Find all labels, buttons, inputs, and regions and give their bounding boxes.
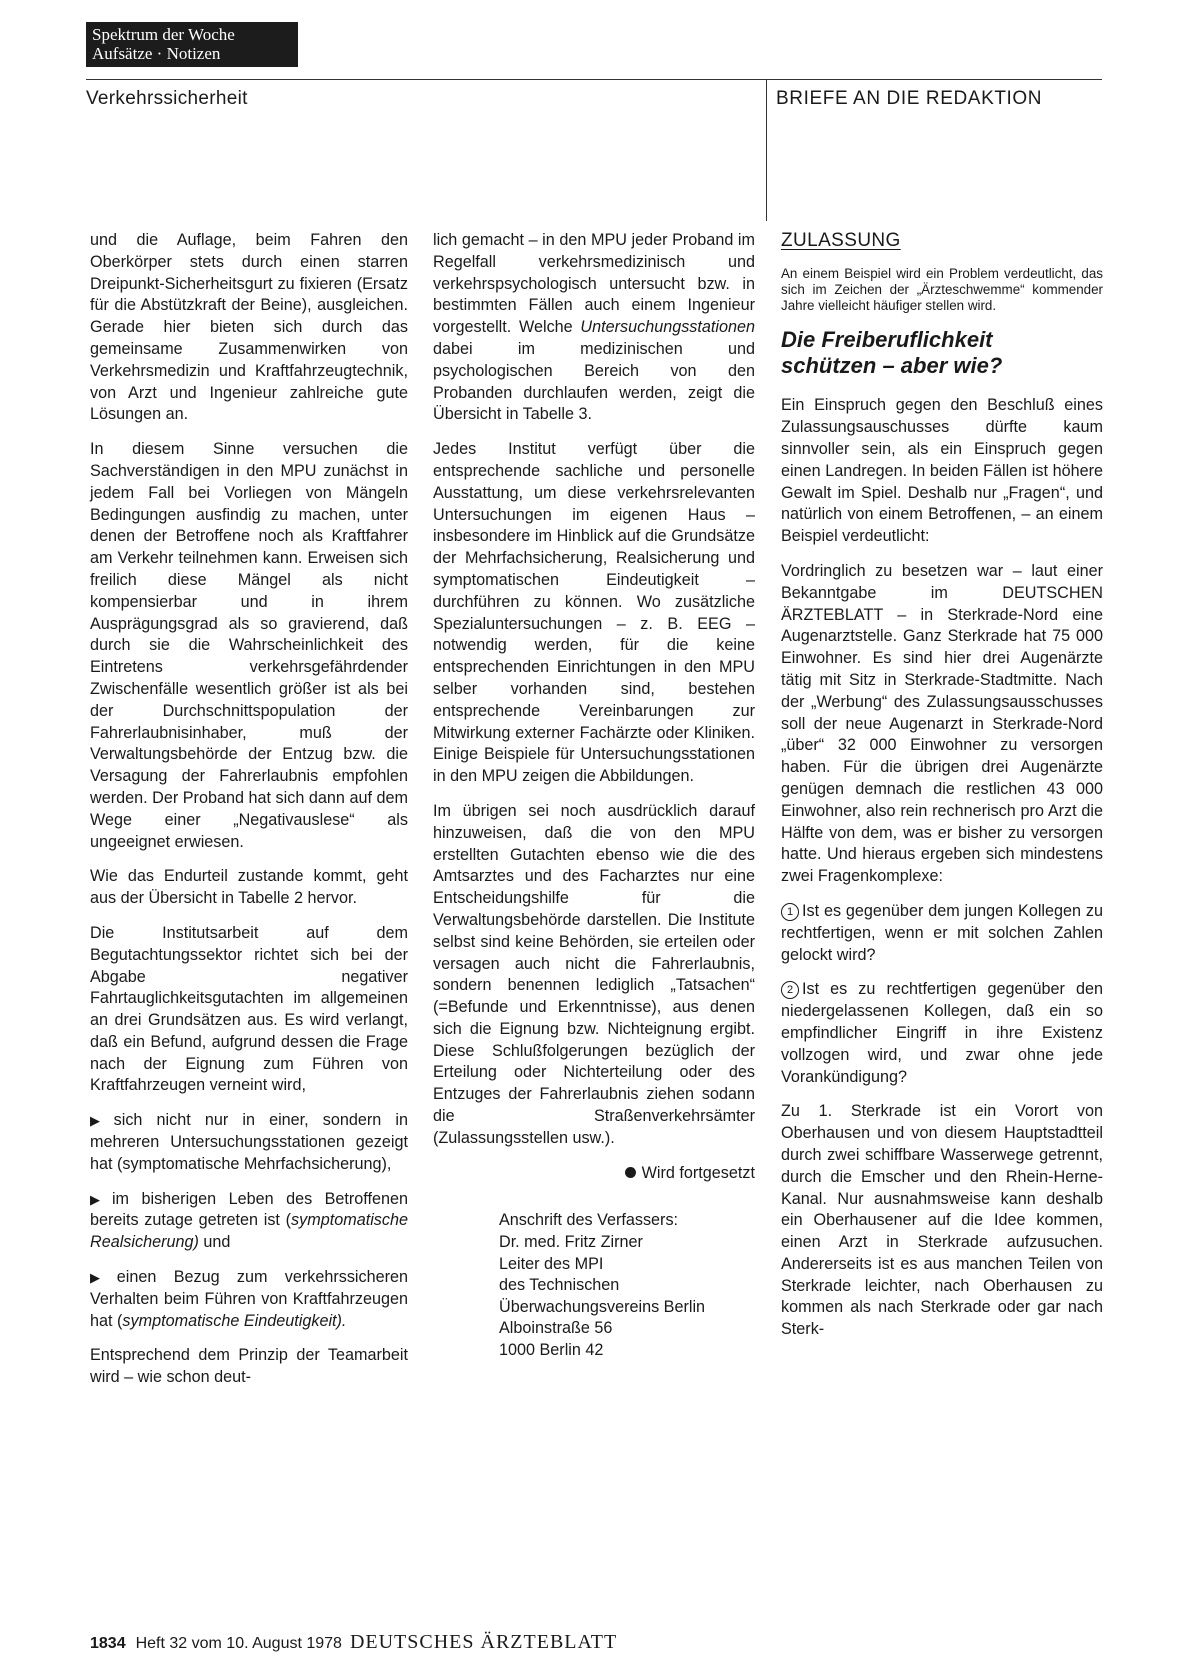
department-label xyxy=(86,22,298,67)
paragraph-text: dabei im medizinischen und psychologischen Bereich von den Probanden durchlaufen werden, zeigt die Übersicht in Tabelle 3. xyxy=(433,339,755,424)
address-line: Anschrift des Verfassers: xyxy=(499,1211,679,1230)
section-title-right: BRIEFE AN DIE REDAKTION xyxy=(776,88,1043,109)
letters-column xyxy=(781,230,1103,1354)
bullet-item xyxy=(90,1267,408,1332)
paragraph: In diesem Sinne versuchen die Sachverständigen in den MPU zunächst in jedem Fall bei Vorliegen von Mängeln Bedingungen ausfindig zu machen, unter denen der Betroffene noch als Kraftfahrer am Verkehr teilnehmen kann. Erweisen sich freilich diese Mängel als nicht kompensierbar und in ihrem Ausprägungsgrad als so gravierend, daß durch sie die Wahrscheinlichkeit des Eintretens verkehrsgefährdender Zwischenfälle wesentlich größer ist als bei der Durchschnittspopulation der Fahrerlaubnisinhaber, muß der Verwaltungsbehörde der Entzug bzw. die Versagung der Fahrerlaubnis empfohlen werden. Der Proband hat sich dann auf dem Wege einer „Negativauslese“ als ungeeignet erwiesen. xyxy=(90,440,408,851)
question-item xyxy=(781,901,1103,966)
top-rule xyxy=(86,79,1102,80)
bullet-dot-icon xyxy=(625,1167,636,1178)
bullet-emphasis: symptomatische Realsicherung) xyxy=(90,1211,408,1252)
column-divider xyxy=(766,79,767,221)
triangle-bullet-icon: ▶ xyxy=(90,1113,110,1129)
bullet-text-tail: und xyxy=(198,1233,231,1252)
address-line: Überwachungsvereins Berlin xyxy=(499,1297,706,1316)
paragraph: Jedes Institut verfügt über die entsprechende sachliche und personelle Ausstattung, um diese verkehrsrelevanten Untersuchungen im eigenen Haus – insbesondere im Hinblick auf die Grundsätze der Mehrfachsicherung, Realsicherung und symptomatischen Eindeutigkeit – durchführen zu können. Wo zusätzliche Spezialuntersuchungen – z. B. EEG – notwendig werden, für die keine entsprechenden Einrichtungen in den MPU selber vorhanden sind, bestehen entsprechende Vereinbarungen zur Mitwirkung externer Fachärzte oder Kliniken. Einige Beispiele für Untersuchungsstationen in den MPU zeigen die Abbildungen. xyxy=(433,440,755,786)
author-address xyxy=(433,1210,755,1361)
paragraph: und die Auflage, beim Fahren den Oberkörper stets durch einen starren Dreipunkt-Sicherheitsgurt zu fixieren (Ersatz für die Abstützkraft der Beine), ausgleichen. Gerade hier bieten sich durch das gemeinsame Zusammenwirken von Verkehrsmedizin und Kraftfahrzeugtechnik, von Arzt und Ingenieur zahlreiche gute Lösungen an. xyxy=(90,231,408,424)
address-line: 1000 Berlin 42 xyxy=(499,1341,604,1360)
department-label-line2: Aufsätze · Notizen xyxy=(92,44,221,63)
question-text: Ist es zu rechtfertigen gegenüber den niedergelassenen Kollegen, daß ein so empfindlicher Eingriff in ihre Existenz vollzogen wird, und zwar ohne jede Vorankündigung? xyxy=(781,980,1103,1086)
bullet-text: sich nicht nur in einer, sondern in mehreren Untersuchungsstationen gezeigt hat (symptomatische Mehrfachsicherung), xyxy=(90,1111,409,1173)
issue-info: Heft 32 vom 10. August 1978 xyxy=(135,1635,342,1652)
page-number: 1834 xyxy=(90,1635,126,1652)
address-line: des Technischen xyxy=(499,1276,620,1295)
address-line: Dr. med. Fritz Zirner xyxy=(499,1233,643,1252)
bullet-emphasis: symptomatische Eindeutigkeit). xyxy=(122,1311,347,1330)
address-line: Alboinstraße 56 xyxy=(499,1319,613,1338)
letter-headline xyxy=(781,327,1103,379)
section-title-left: Verkehrssicherheit xyxy=(86,88,248,109)
paragraph: Zu 1. Sterkrade ist ein Vorort von Oberhausen und von diesem Hauptstadtteil durch zwei schiffbare Wasserwege getrennt, durch die Emscher und den Rhein-Herne-Kanal. Nur ausnahmsweise kann deshalb ein Oberhausener auf die Idee kommen, einen Arzt in Sterkrade aufzusuchen. Andererseits ist es aus manchen Teilen von Sterkrade leichter, nach Oberhausen zu kommen als nach Sterkrade oder gar nach Sterk- xyxy=(781,1102,1103,1339)
letter-rubric: ZULASSUNG xyxy=(781,230,901,251)
continued-note xyxy=(433,1163,755,1185)
bullet-text: im bisherigen Leben des Betroffenen bereits zutage getreten ist ( xyxy=(90,1189,409,1230)
bullet-item xyxy=(90,1110,408,1175)
department-label-line1: Spektrum der Woche xyxy=(92,25,235,44)
bullet-item xyxy=(90,1189,408,1254)
masthead: DEUTSCHES ÄRZTEBLATT xyxy=(349,1631,618,1653)
paragraph: Wie das Endurteil zustande kommt, geht aus der Übersicht in Tabelle 2 hervor. xyxy=(90,867,408,908)
paragraph-text: lich gemacht – in den MPU jeder Proband im Regelfall verkehrsmedizinisch und verkehrspsychologisch untersucht bzw. in bestimmten Fällen auch einem Ingenieur vorgestellt. Welche xyxy=(433,231,755,337)
headline-line: schützen – aber wie? xyxy=(781,353,1003,379)
article-column-1 xyxy=(90,230,408,1402)
bullet-text: einen Bezug zum verkehrssicheren Verhalten beim Führen von Kraftfahrzeugen hat ( xyxy=(90,1268,408,1330)
circled-number-icon: 2 xyxy=(781,981,799,999)
triangle-bullet-icon: ▶ xyxy=(90,1270,113,1286)
paragraph: Entsprechend dem Prinzip der Teamarbeit wird – wie schon deut- xyxy=(90,1346,408,1387)
continued-text: Wird fortgesetzt xyxy=(641,1163,755,1182)
paragraph: Ein Einspruch gegen den Beschluß eines Zulassungsauschusses dürfte kaum sinnvoller sein, als ein Einspruch gegen einen Landregen. In beiden Fällen ist höhere Gewalt im Spiel. Deshalb nur „Fragen“, und natürlich von einem Betroffenen, – an einem Beispiel verdeutlicht: xyxy=(781,396,1103,546)
article-column-2 xyxy=(433,230,755,1362)
letter-teaser: An einem Beispiel wird ein Problem verdeutlicht, das sich im Zeichen der „Ärzteschwemme“ kommender Jahre vielleicht häufiger stellen wird. xyxy=(781,265,1103,314)
headline-line: Die Freiberuflichkeit xyxy=(781,327,993,353)
page-footer xyxy=(90,1631,617,1654)
paragraph: Vordringlich zu besetzen war – laut einer Bekanntgabe im DEUTSCHEN ÄRZTEBLATT – in Sterkrade-Nord eine Augenarztstelle. Ganz Sterkrade hat 75 000 Einwohner. Es sind hier drei Augenärzte tätig mit Sitz in Sterkrade-Stadtmitte. Nach der „Werbung“ des Zulassungsausschusses soll der neue Augenarzt in Sterkrade-Nord „über“ 32 000 Einwohner zu versorgen haben. Für die übrigen drei Augenärzte genügen demnach die restlichen 43 000 Einwohner, also rein rechnerisch pro Arzt die Hälfte von dem, was er bisher zu versorgen hatte. Und hieraus ergeben sich mindestens zwei Fragenkomplexe: xyxy=(781,561,1103,886)
paragraph: Im übrigen sei noch ausdrücklich darauf hinzuweisen, daß die von den MPU erstellten Gutachten ebenso wie die des Amtsarztes und des Facharztes nur eine Entscheidungshilfe für die Verwaltungsbehörde darstellen. Die Institute selbst sind keine Behörden, sie erteilen oder versagen auch nicht die Fahrerlaubnis, sondern benennen lediglich „Tatsachen“ (=Befunde und Erkenntnisse), aus denen sich die Eignung bzw. Nichteignung ergibt. Diese Schlußfolgerungen bezüglich der Erteilung oder Nichterteilung oder des Entzuges der Fahrerlaubnis ziehen sodann die Straßenverkehrsämter (Zulassungsstellen usw.). xyxy=(433,801,755,1147)
triangle-bullet-icon: ▶ xyxy=(90,1191,108,1207)
address-line: Leiter des MPI xyxy=(499,1254,604,1273)
circled-number-icon: 1 xyxy=(781,903,799,921)
paragraph: Die Institutsarbeit auf dem Begutachtungssektor richtet sich bei der Abgabe negativer Fahrtauglichkeitsgutachten im allgemeinen an drei Grundsätzen aus. Es wird verlangt, daß ein Befund, aufgrund dessen die Frage nach der Eignung zum Führen von Kraftfahrzeugen verneint wird, xyxy=(90,923,408,1095)
paragraph-emphasis: Untersuchungsstationen xyxy=(580,318,755,337)
paragraph xyxy=(433,230,755,426)
question-item xyxy=(781,979,1103,1088)
question-text: Ist es gegenüber dem jungen Kollegen zu rechtfertigen, wenn er mit solchen Zahlen gelockt wird? xyxy=(781,901,1103,964)
